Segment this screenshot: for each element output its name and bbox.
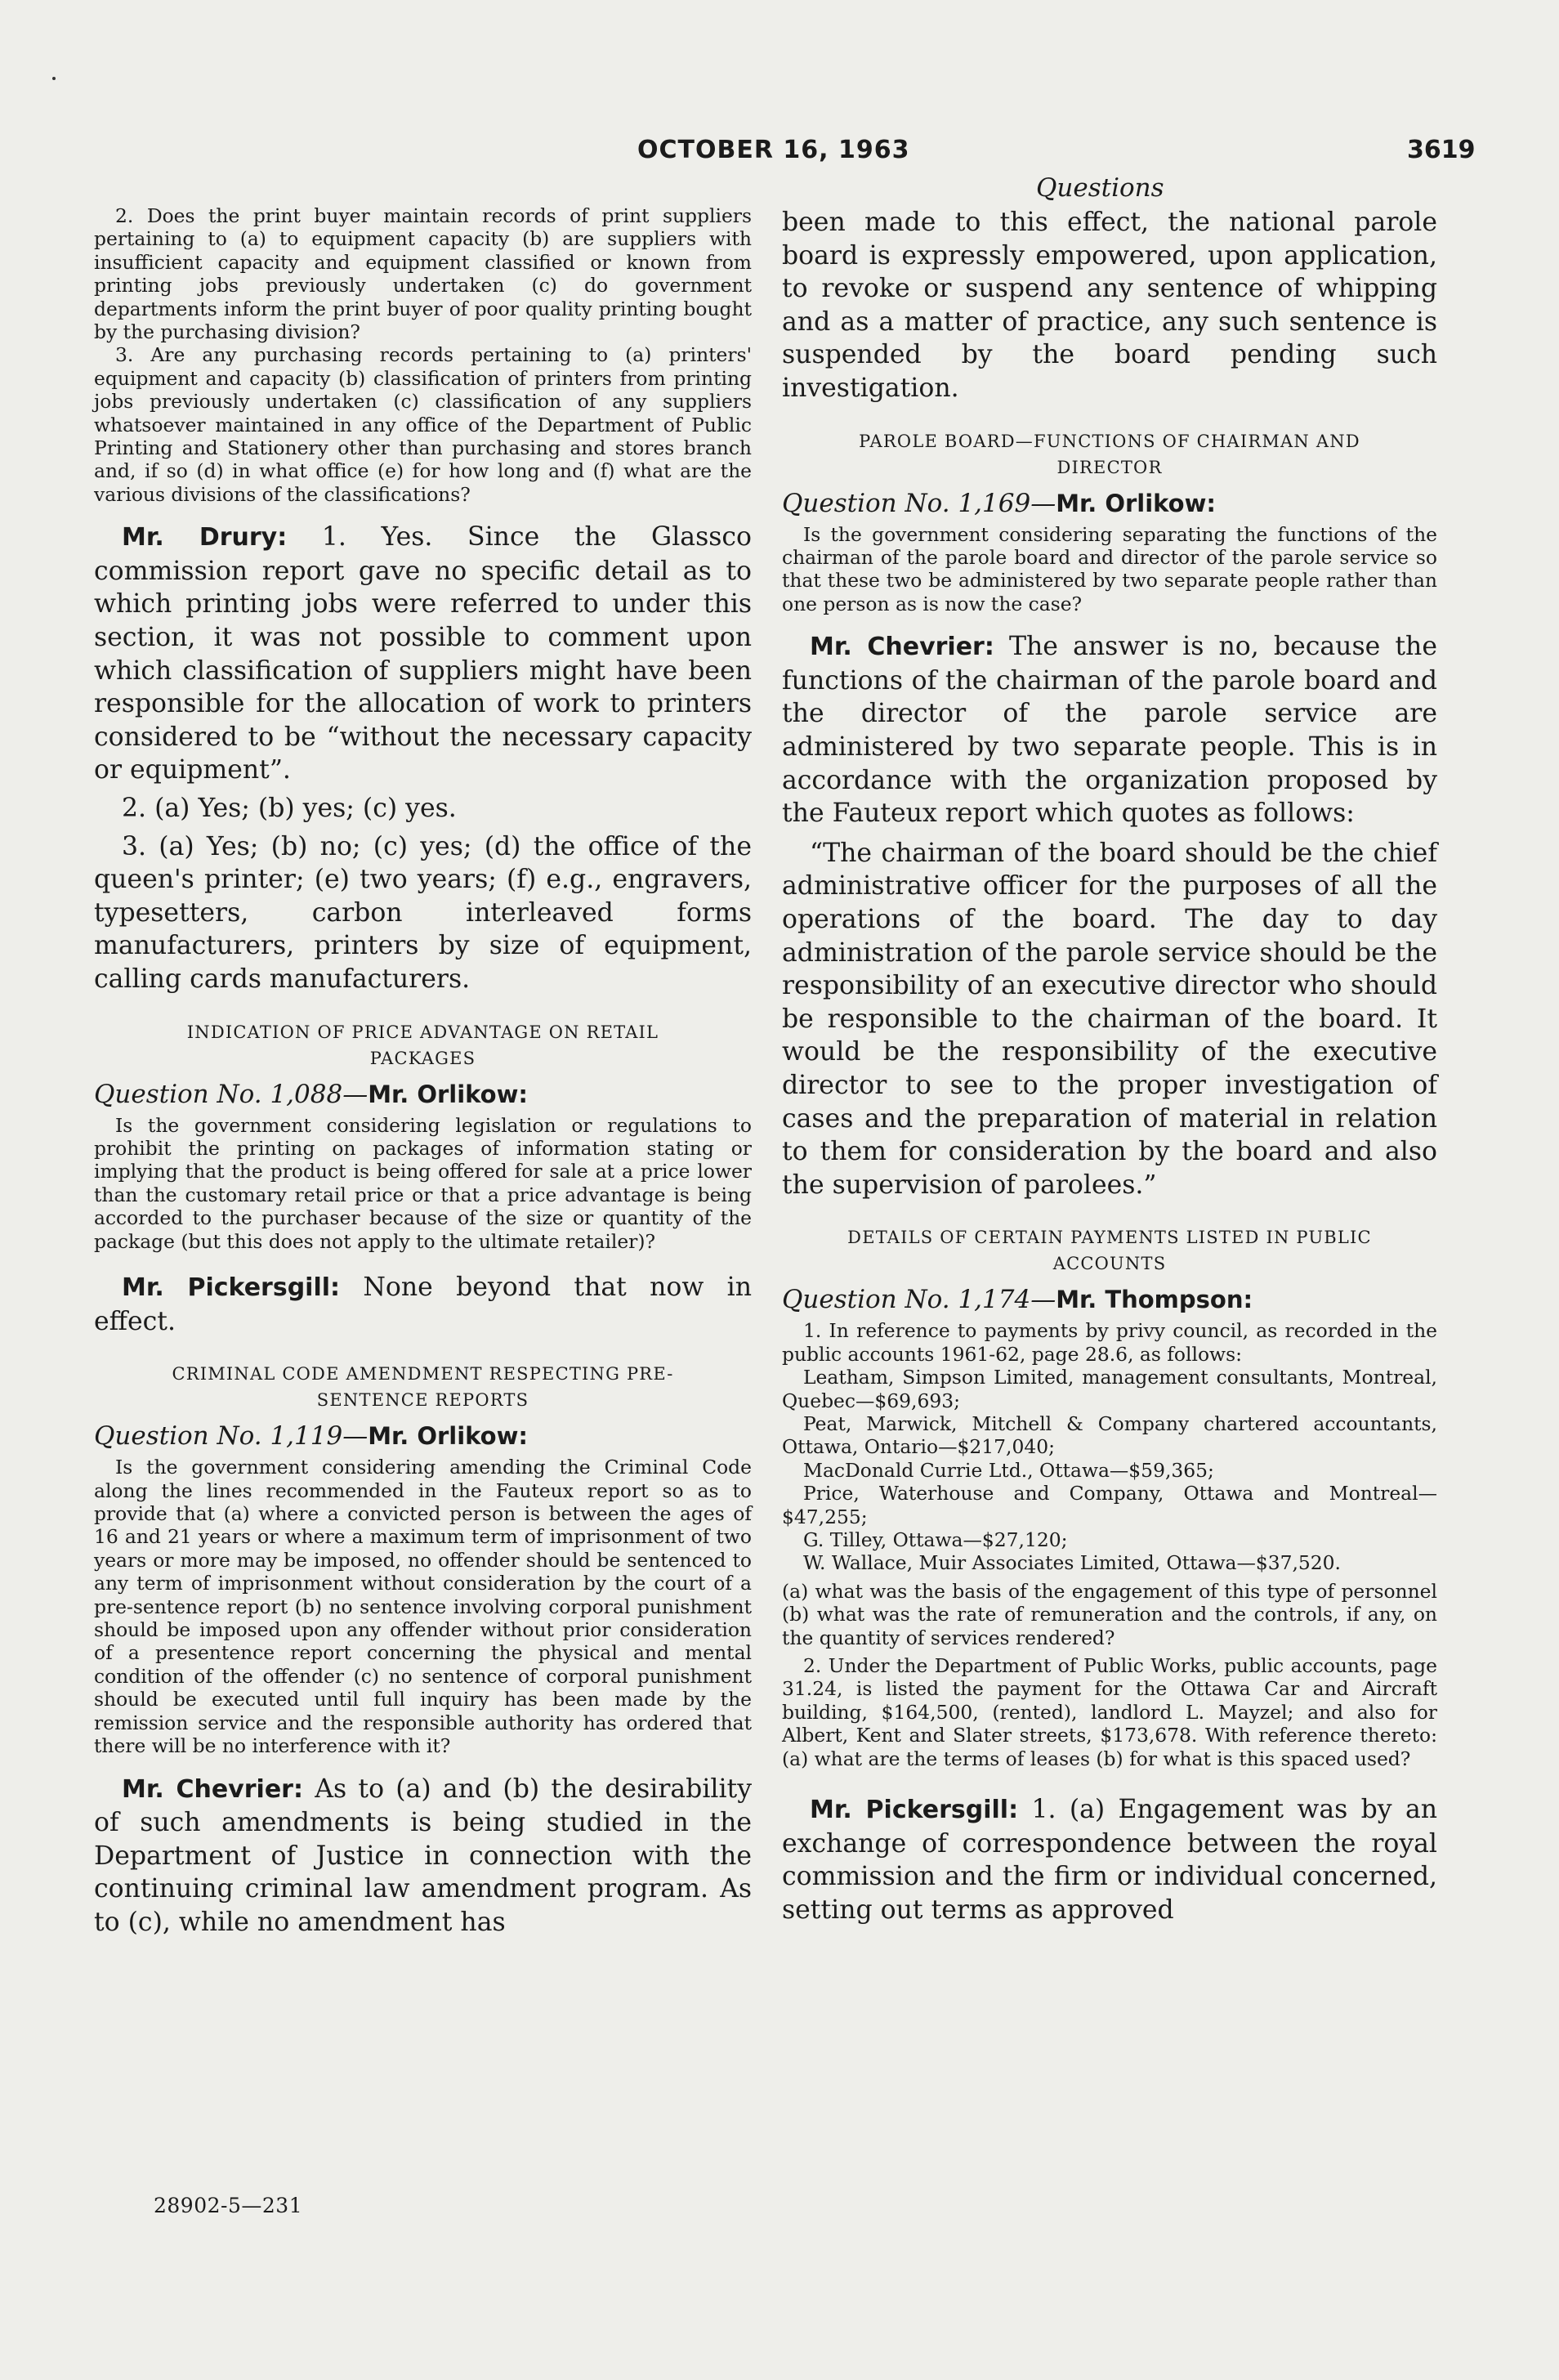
question-1088-line bbox=[94, 1078, 752, 1111]
left-column bbox=[94, 204, 752, 1939]
heading-parole-board: PAROLE BOARD—FUNCTIONS OF CHAIRMAN AND DIRECTOR bbox=[859, 431, 1360, 477]
question-2-text: 2. Does the print buyer maintain records of print suppliers pertaining to (a) to equipment capacity (b) are suppliers with insufficient capacity and equipment classified or known from printing jobs previously undertaken (c) do government departments inform the print buyer of poor quality printing bought by the purchasing division? bbox=[94, 204, 752, 344]
drury-answer-1: 1. Yes. Since the Glassco commission report gave no specific detail as to which printing jobs were referred to under this section, it was not possible to comment upon which classification of suppliers might have been responsible for the allocation of work to printers considered to be “without the necessary capacity or equipment”. bbox=[94, 522, 752, 785]
payment-item: Leatham, Simpson Limited, management consultants, Montreal, Quebec—$69,693; bbox=[782, 1366, 1437, 1412]
question-1169-mp: Mr. Orlikow: bbox=[1056, 489, 1216, 517]
question-1174-part-2: 2. Under the Department of Public Works, public accounts, page 31.24, is listed the payment for the Ottawa Car and Aircraft building, $164,500, (rented), landlord L. Mayzel; and also for Albert, Kent and Slater streets, $173,678. With reference thereto: (a) what are the terms of leases (b) for what is this spaced used? bbox=[782, 1653, 1437, 1770]
question-1174-mp: Mr. Thompson: bbox=[1056, 1286, 1253, 1314]
continuation-text: been made to this effect, the national parole board is expressly empowered, upon application, to revoke or suspend any sentence of whipping and as a matter of practice, any such sentence is suspended by the board pending such investigation. bbox=[782, 208, 1437, 403]
question-1169-text: Is the government considering separating the functions of the chairman of the parole board and director of the parole service so that these two be administered by two separate people rather than one person as is now the case? bbox=[782, 522, 1437, 615]
question-1169-line bbox=[782, 487, 1437, 520]
speaker-chevrier-2: Mr. Chevrier: bbox=[810, 633, 994, 662]
right-column bbox=[782, 206, 1437, 1926]
question-1088-mp: Mr. Orlikow: bbox=[368, 1080, 528, 1108]
page-number: 3619 bbox=[1407, 136, 1476, 164]
question-1119-text: Is the government considering amending the Criminal Code along the lines recommended in the Fauteux report so as to provide that (a) where a convicted person is between the ages of 16 and 21 years or where a maximum term of imprisonment of two years or more may be imposed, no offender should be sentenced to any term of imprisonment without consideration by the court of a pre-sentence report (b) no sentence involving corporal punishment should be imposed upon any offender without prior consideration of a presentence report concerning the physical and mental condition of the offender (c) no sentence of corporal punishment should be executed until full inquiry has been made by the remission service and the responsible authority has ordered that there will be no interference with it? bbox=[94, 1456, 752, 1758]
pickersgill-answer-1 bbox=[94, 1271, 752, 1338]
drury-answer-2: 2. (a) Yes; (b) yes; (c) yes. bbox=[122, 794, 457, 824]
question-1088-number: Question No. 1,088— bbox=[94, 1079, 369, 1109]
chevrier-answer-1-text: As to (a) and (b) the desirability of such amendments is being studied in the Department of Justice in connection with the continuing criminal law amendment program. As to (c), while no amendment has bbox=[94, 1774, 752, 1937]
chevrier-answer-1 bbox=[94, 1773, 752, 1939]
question-1169-number: Question No. 1,169— bbox=[782, 488, 1056, 518]
question-1119-mp: Mr. Orlikow: bbox=[368, 1422, 528, 1451]
question-1088-text: Is the government considering legislation or regulations to prohibit the printing on packages of information stating or implying that the product is being offered for sale at a price lower than the customary retail price or that a price advantage is being accorded to the purchaser because of the size or quantity of the package (but this does not apply to the ultimate retailer)? bbox=[94, 1113, 752, 1253]
payment-item: MacDonald Currie Ltd., Ottawa—$59,365; bbox=[803, 1458, 1214, 1482]
chevrier-answer-2-text: The answer is no, because the functions of the chairman of the parole board and the director of the parole service are administered by two separate people. This is in accordance with the organization proposed by the Fauteux report which quotes as follows: bbox=[782, 632, 1437, 829]
chevrier-answer-2 bbox=[782, 630, 1437, 830]
question-1174-part-a: (a) what was the basis of the engagement of this type of personnel (b) what was the rate of remuneration and the controls, if any, on the quantity of services rendered? bbox=[782, 1579, 1437, 1649]
pickersgill-answer-2-text: 1. (a) Engagement was by an exchange of correspondence between the royal commission and the firm or individual concerned, setting out terms as approved bbox=[782, 1795, 1438, 1925]
payment-item: G. Tilley, Ottawa—$27,120; bbox=[803, 1528, 1068, 1551]
speaker-drury: Mr. Drury: bbox=[122, 523, 288, 552]
speaker-pickersgill-2: Mr. Pickersgill: bbox=[810, 1796, 1019, 1824]
payment-item: Price, Waterhouse and Company, Ottawa and Montreal—$47,255; bbox=[782, 1482, 1437, 1528]
speaker-chevrier: Mr. Chevrier: bbox=[122, 1774, 303, 1804]
speaker-pickersgill: Mr. Pickersgill: bbox=[122, 1273, 341, 1303]
heading-price-advantage: INDICATION OF PRICE ADVANTAGE ON RETAIL PACKAGES bbox=[186, 1022, 659, 1068]
section-title: Questions bbox=[1036, 173, 1164, 203]
question-1174-number: Question No. 1,174— bbox=[782, 1285, 1056, 1315]
heading-public-accounts: DETAILS OF CERTAIN PAYMENTS LISTED IN PUBLIC ACCOUNTS bbox=[847, 1228, 1372, 1274]
question-3-text: 3. Are any purchasing records pertaining to (a) printers' equipment and capacity (b) classification of printers from printing jobs previously undertaken (c) classification of any suppliers whatsoever maintained in any office of the Department of Public Printing and Stationery other than purchasing and stores branch and, if so (d) in what office (e) for how long and (f) what are the various divisions of the classifications? bbox=[94, 343, 752, 506]
footer-code: 28902-5—231 bbox=[154, 2194, 303, 2217]
payment-item: Peat, Marwick, Mitchell & Company chartered accountants, Ottawa, Ontario—$217,040; bbox=[782, 1411, 1437, 1459]
drury-answer-3: 3. (a) Yes; (b) no; (c) yes; (d) the office of the queen's printer; (e) two years; (f) e.g., engravers, typesetters, carbon interleaved forms manufacturers, printers by size of equipment, calling cards manufacturers. bbox=[94, 831, 752, 994]
pickersgill-answer-2 bbox=[782, 1793, 1437, 1926]
fauteux-quote: “The chairman of the board should be the chief administrative officer for the purposes of all the operations of the board. The day to day administration of the parole service should be the responsibility of an executive director who should be responsible to the chairman of the board. It would be the responsibility of the executive director to see to the proper investigation of cases and the preparation of material in relation to them for consideration by the board and also the supervision of parolees.” bbox=[782, 838, 1437, 1200]
page-date: OCTOBER 16, 1963 bbox=[637, 136, 910, 164]
drury-answer bbox=[94, 521, 752, 787]
pickersgill-answer-1-text: None beyond that now in effect. bbox=[94, 1273, 752, 1336]
question-1174-intro: 1. In reference to payments by privy council, as recorded in the public accounts 1961-62, page 28.6, as follows: bbox=[782, 1319, 1437, 1366]
question-1174-line bbox=[782, 1283, 1437, 1316]
heading-criminal-code: CRIMINAL CODE AMENDMENT RESPECTING PRE-SENTENCE REPORTS bbox=[172, 1364, 674, 1411]
question-1119-number: Question No. 1,119— bbox=[94, 1421, 369, 1452]
scan-speck bbox=[52, 77, 56, 80]
payment-item: W. Wallace, Muir Associates Limited, Ottawa—$37,520. bbox=[803, 1551, 1341, 1575]
question-1119-line bbox=[94, 1420, 752, 1452]
